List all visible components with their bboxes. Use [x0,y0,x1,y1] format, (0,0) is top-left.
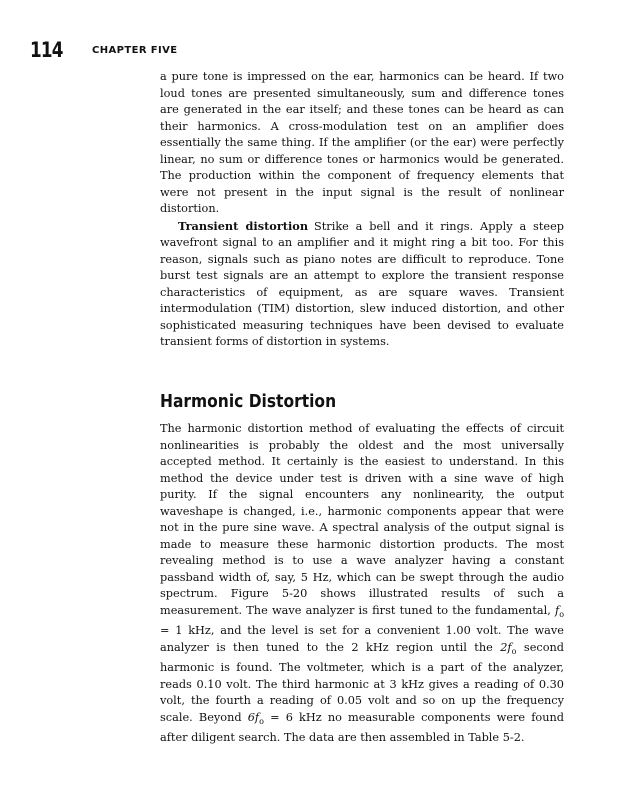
text-run: = 6 kHz no measurable components were found after diligent search. The data are then assembled in Table 5-2. [160,710,565,744]
text-run: The harmonic distortion method of evaluating the effects of circuit nonlinearities is probably the oldest and the most universally accepted method. It certainly is the easiest to understand. In this method the device under test is driven with a sine wave of high purity. If the signal encounters any nonlinearity, the output waveshape is changed, i.e., harmonic components appear that were not in the pure sine wave. A spectral analysis of the output signal is made to measure these harmonic distortion products. The most revealing method is to use a wave analyzer having a constant passband width of, say, 5 Hz, which can be swept through the audio spectrum. Figure 5-20 shows illustrated results of such a measurement. The wave analyzer is first tuned to the fundamental, [160,422,564,617]
math-symbol: $f_o$ [555,603,565,619]
paragraph [160,218,564,351]
run-in-heading: Transient distortion [178,218,309,233]
paragraph [160,421,564,747]
page-number: 114 [30,38,63,62]
intro-text-block [160,69,564,351]
section-heading: Harmonic Distortion [160,391,337,412]
paragraph-text: Strike a bell and it rings. Apply a steep wavefront signal to an amplifier and it might ring a bit too. For this reason, signals such as piano notes are difficult to reproduce. Tone burst test signals are an attempt to explore the transient response characteristics of equipment, as are square waves. Transient intermodulation (TIM) distortion, slew induced distortion, and other sophisticated measuring techniques have been devised to evaluate transient forms of distortion in systems. [160,219,564,348]
text-run: = 1 kHz, and the level is set for a convenient 1.00 volt. The wave analyzer is then tuned to the 2 kHz region until the [160,624,564,654]
paragraph: a pure tone is impressed on the ear, harmonics can be heard. If two loud tones are presented simultaneously, sum and difference tones are generated in the ear itself; and these tones can be heard as can their harmonics. A cross-modulation test on an amplifier does essentially the same thing. If the amplifier (or the ear) were perfectly linear, no sum or difference tones or harmonics would be generated. The production within the component of frequency elements that were not present in the input signal is the result of nonlinear distortion. [160,70,564,215]
section-text-block [160,421,564,747]
chapter-title: CHAPTER FIVE [92,45,178,56]
text-run: second harmonic is found. The voltmeter, which is a part of the analyzer, reads 0.10 volt. The third harmonic at 3 kHz gives a reading of 0.30 volt, the fourth a reading of 0.05 volt and so on up the frequency scale. Beyond [160,640,565,724]
math-symbol: $2f_o$ [500,640,517,656]
math-symbol: $6f_o$ [247,710,264,726]
